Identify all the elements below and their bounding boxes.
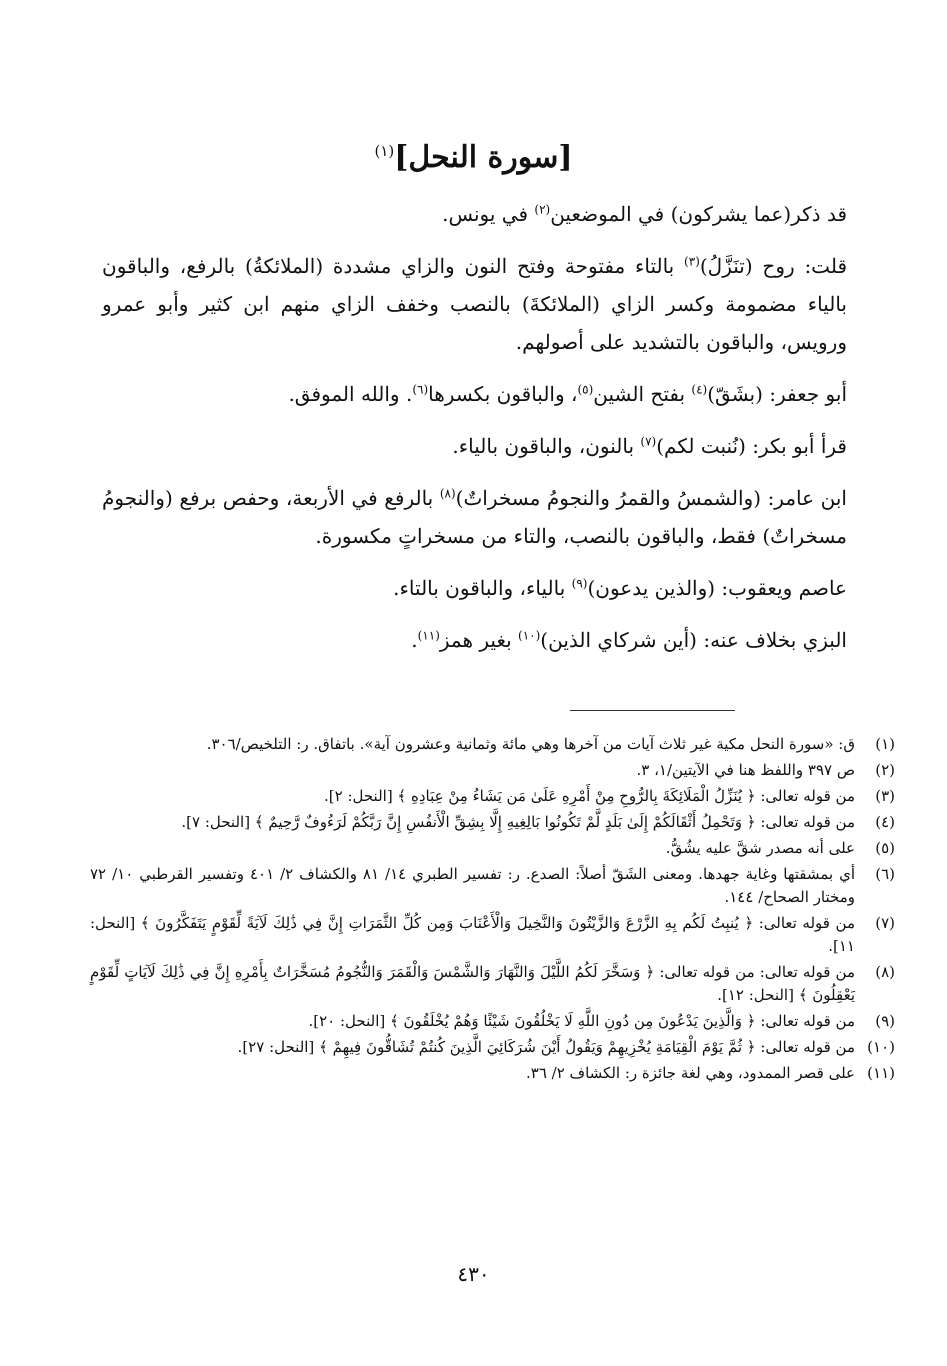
footnote-ref: (٨) <box>439 486 456 501</box>
footnote <box>90 912 895 958</box>
footnote-ref: (٧) <box>640 434 657 449</box>
paragraph: ابن عامر: (والشمسُ والقمرُ والنجومُ مسخراتٌ)$^{(٨)}$ بالرفع في الأربعة، وحفص برفع (والنجومُ مسخراتٌ) فقط، والباقون بالنصب، والتاء من مسخراتٍ مكسورة. <box>102 486 847 548</box>
footnote-text: أي بمشقتها وغاية جهدها. ومعنى الشَقّ أصلاً: الصدع. ر: تفسير الطبري ١٤/ ٨١ والكشاف ٢/ ٤٠١ وتفسير القرطبي ١٠/ ٧٢ ومختار الصحاح/ ١٤٤. <box>90 865 855 906</box>
paragraph: البزي بخلاف عنه: (أين شركاي الذين)$^{(١٠)}$ بغير همز$^{(١١)}$. <box>411 628 847 652</box>
paragraph: قرأ أبو بكر: (نُنبت لكم)$^{(٧)}$ بالنون، والباقون بالياء. <box>452 434 847 458</box>
surah-title-text: [سورة النحل] <box>394 140 573 175</box>
footnote-number: (٨) <box>875 963 895 981</box>
footnote-text: من قوله تعالى: ﴿ وَالَّذِينَ يَدْعُونَ مِن دُونِ اللَّهِ لَا يَخْلُقُونَ شَيْئًا وَهُمْ يُخْلَقُونَ ﴾ [النحل: ٢٠]. <box>308 1012 855 1030</box>
paragraph: عاصم ويعقوب: (والذين يدعون)$^{(٩)}$ بالياء، والباقون بالتاء. <box>393 576 847 600</box>
footnote-text: من قوله تعالى: ﴿ يُنَزِّلُ الْمَلَائِكَةَ بِالرُّوحِ مِنْ أَمْرِهِ عَلَىٰ مَن يَشَاءُ مِنْ عِبَادِهِ ﴾ [النحل: ٢]. <box>324 787 855 805</box>
footnote <box>90 811 895 834</box>
paragraph: قد ذكر(عما يشركون) في الموضعين$^{(٢)}$ في يونس. <box>442 202 847 226</box>
footnote-number: (١) <box>875 735 895 753</box>
footnote-ref: (٩) <box>571 576 588 591</box>
footnote-text: من قوله تعالى: ﴿ ثُمَّ يَوْمَ الْقِيَامَةِ يُخْزِيهِمْ وَيَقُولُ أَيْنَ شُرَكَائِيَ الَّذِينَ كُنتُمْ تُشَاقُّونَ فِيهِمْ ﴾ [النحل: ٢٧]. <box>237 1038 855 1056</box>
paragraph: قلت: روح (تنَزَّلُ)$^{(٣)}$ بالتاء مفتوحة وفتح النون والزاي مشددة (الملائكةُ) بالرفع، والباقون بالياء مضمومة وكسر الزاي (الملائكةَ) بالنصب وخفف الزاي منهم ابن كثير وأبو عمرو ورويس، والباقون بالتشديد على أصولهم. <box>102 254 848 354</box>
footnote-number: (٢) <box>875 761 895 779</box>
footnote-number: (٣) <box>875 787 895 805</box>
footnote <box>90 961 895 1007</box>
footnote <box>90 733 895 756</box>
footnote-text: على قصر الممدود، وهي لغة جائزة ر: الكشاف ٢/ ٣٦. <box>525 1064 855 1082</box>
footnote-ref: (٣) <box>684 254 700 269</box>
footnote <box>90 785 895 808</box>
footnote-ref: (٤) <box>691 382 708 397</box>
footnote-number: (٩) <box>875 1012 895 1030</box>
footnote-number: (١١) <box>867 1064 895 1082</box>
footnote-number: (٧) <box>875 914 895 932</box>
footnote-ref: (٦) <box>412 382 429 397</box>
surah-title <box>0 138 947 178</box>
footnote-ref: (٢) <box>534 202 551 217</box>
footnote <box>90 759 895 782</box>
footnote <box>90 863 895 909</box>
footnote-number: (١٠) <box>867 1038 895 1056</box>
footnote <box>90 1036 895 1059</box>
footnote-text: من قوله تعالى: من قوله تعالى: ﴿ وَسَخَّرَ لَكُمُ اللَّيْلَ وَالنَّهَارَ وَالشَّمْسَ وَالْقَمَرَ وَالنُّجُومُ مُسَخَّرَاتٌ بِأَمْرِهِ إِنَّ فِي ذَٰلِكَ لَآيَاتٍ لِّقَوْمٍ يَعْقِلُونَ ﴾ [النحل: ١٢]. <box>90 963 855 1004</box>
footnote-text: ص ٣٩٧ واللفظ هنا في الآيتين/١، ٣. <box>636 761 855 779</box>
footnote <box>90 837 895 860</box>
footnote-ref: (١١) <box>417 628 440 643</box>
footnote-number: (٥) <box>875 839 895 857</box>
footnote-ref: (١٠) <box>518 628 541 643</box>
footnote-number: (٤) <box>875 813 895 831</box>
main-text <box>102 195 847 673</box>
footnote-ref: (٥) <box>577 382 594 397</box>
footnote <box>90 1062 895 1085</box>
surah-title-footnote-ref: (١) <box>374 142 395 160</box>
footnote <box>90 1010 895 1033</box>
footnote-separator <box>570 710 735 711</box>
footnote-text: ق: «سورة النحل مكية غير ثلاث آيات من آخرها وهي مائة وثمانية وعشرون آية». باتفاق. ر: التلخيص/٣٠٦. <box>206 735 855 753</box>
paragraph: أبو جعفر: (بشَقّ)$^{(٤)}$ بفتح الشين$^{(٥)}$، والباقون بكسرها$^{(٦)}$. والله الموفق. <box>288 382 847 406</box>
footnote-text: من قوله تعالى: ﴿ يُنبِتُ لَكُم بِهِ الزَّرْعَ وَالزَّيْتُونَ وَالنَّخِيلَ وَالْأَعْنَابَ وَمِن كُلِّ الثَّمَرَاتِ إِنَّ فِي ذَٰلِكَ لَآيَةً لِّقَوْمٍ يَتَفَكَّرُونَ ﴾ [النحل: ١١]. <box>90 914 855 955</box>
footnote-text: من قوله تعالى: ﴿ وَتَحْمِلُ أَثْقَالَكُمْ إِلَىٰ بَلَدٍ لَّمْ تَكُونُوا بَالِغِيهِ إِلَّا بِشِقِّ الْأَنفُسِ إِنَّ رَبَّكُمْ لَرَءُوفٌ رَّحِيمٌ ﴾ [النحل: ٧]. <box>181 813 855 831</box>
page-number: ٤٣٠ <box>457 1262 490 1286</box>
footnote-text: على أنه مصدر شقَّ عليه يشُقُّ. <box>665 839 855 857</box>
footnote-number: (٦) <box>875 865 895 883</box>
footnotes <box>90 733 895 1088</box>
